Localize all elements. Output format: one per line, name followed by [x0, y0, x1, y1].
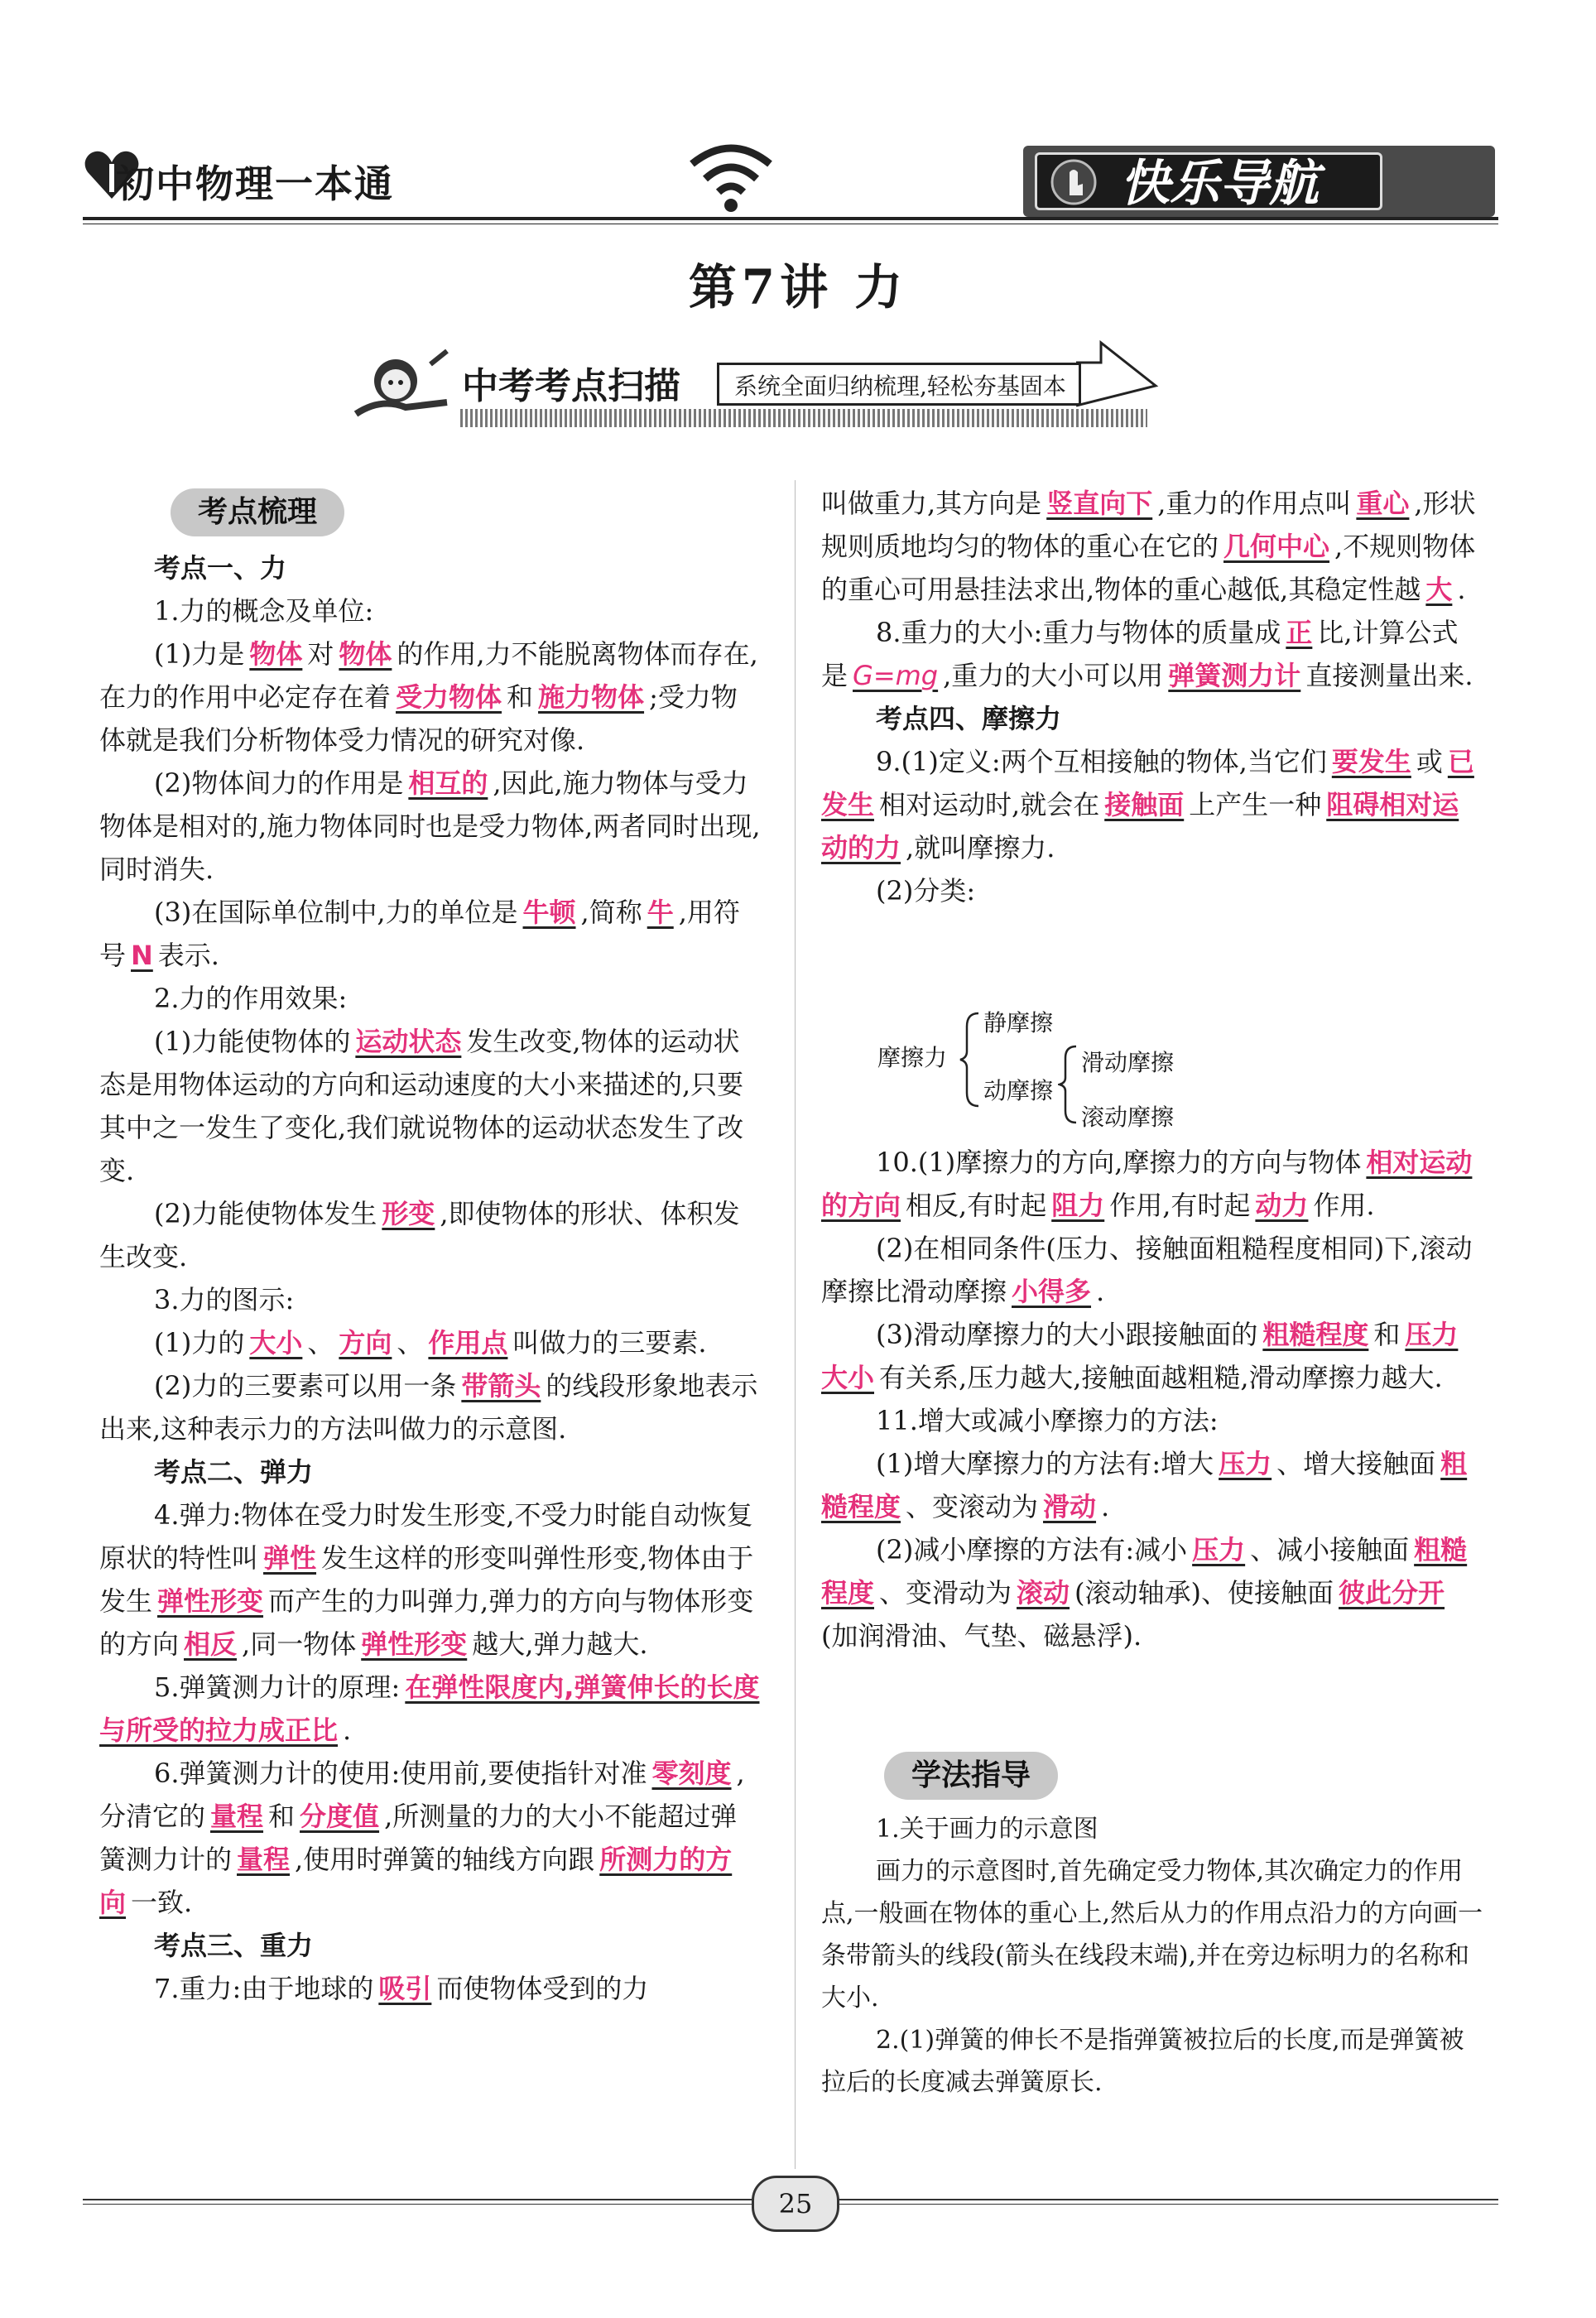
happy-navigation-badge: 快乐导航	[1035, 152, 1382, 210]
item-1-1	[99, 632, 762, 762]
text-run: 5.弹簧测力计的原理:	[154, 1671, 401, 1703]
brace-icon	[959, 1010, 983, 1109]
point-2-heading: 考点二、弹力	[154, 1456, 314, 1488]
answer-blank: 量程	[210, 1801, 264, 1832]
answer-blank: 要发生	[1331, 746, 1411, 777]
answer-blank: 方向	[339, 1327, 392, 1359]
text-run: 、	[397, 1327, 424, 1359]
friction-classification	[877, 1010, 1192, 1134]
column-divider	[795, 480, 796, 2169]
lecture-title: 第7讲 力	[688, 259, 908, 315]
text-run: 上产生一种	[1189, 789, 1322, 820]
text-run: ,即使物体的形状、体积发生改变.	[99, 1198, 740, 1272]
item-10-2	[821, 1227, 1483, 1313]
text-run: (1)增大摩擦力的方法有:增大	[876, 1448, 1214, 1479]
answer-blank: 粗糙程度	[1262, 1319, 1369, 1350]
item-1: 1.力的概念及单位:	[154, 595, 374, 627]
text-run: ,同一物体	[242, 1628, 357, 1660]
right-column-top	[821, 482, 1483, 912]
dotted-bar	[460, 409, 1147, 427]
text-run: 8.重力的大小:重力与物体的质量成	[876, 617, 1281, 648]
text-run: .	[1096, 1276, 1105, 1307]
answer-blank: 弹性形变	[361, 1628, 468, 1660]
answer-blank: 竖直向下	[1046, 488, 1153, 519]
answer-blank: 牛顿	[522, 897, 576, 928]
text-run: 发生改变,物体的运动状态是用物体运动的方向和运动速度的大小来描述的,只要其中之一发生了变化,我们就说物体的运动状态发生了改变.	[99, 1026, 744, 1186]
answer-blank: 压力大小	[821, 1319, 1459, 1393]
text-run: (2)在相同条件(压力、接触面粗糙程度相同)下,滚动摩擦比滑动摩擦	[821, 1233, 1473, 1307]
answer-blank: 阻力	[1051, 1190, 1105, 1221]
answer-blank: 受力物体	[396, 681, 502, 713]
text-run: 或	[1416, 746, 1443, 777]
answer-blank: 施力物体	[538, 681, 645, 713]
text-run: ,所测量的力的大小不能超过弹簧测力计的	[99, 1801, 738, 1875]
text-run: 、	[307, 1327, 334, 1359]
item-4	[99, 1493, 762, 1666]
answer-blank: 运动状态	[355, 1026, 462, 1057]
text-run: (3)滑动摩擦力的大小跟接触面的	[876, 1319, 1258, 1350]
text-run: 7.重力:由于地球的	[154, 1973, 374, 2004]
answer-blank: 相对运动的方向	[821, 1147, 1473, 1221]
answer-blank: 零刻度	[651, 1758, 732, 1789]
answer-blank: 吸引	[378, 1973, 432, 2004]
text-run: 、变滚动为	[906, 1491, 1039, 1522]
answer-blank: 彼此分开	[1339, 1577, 1445, 1609]
item-1-3	[99, 891, 762, 977]
answer-blank: 滑动	[1043, 1491, 1097, 1522]
text-run: 叫做力的三要素.	[512, 1327, 707, 1359]
brace-icon	[1058, 1043, 1079, 1126]
class-slide: 滑动摩擦	[1081, 1049, 1175, 1076]
answer-blank: 粗糙程度	[821, 1534, 1468, 1609]
text-run: 、增大接触面	[1276, 1448, 1436, 1479]
page-number: 25	[752, 2176, 839, 2232]
text-run: 4.弹力:物体在受力时发生形变,不受力时能自动恢复原状的特性叫	[99, 1499, 753, 1574]
section-tag-method: 学法指导	[884, 1752, 1058, 1800]
answer-blank: 物体	[249, 638, 303, 670]
text-run: 表示.	[157, 940, 219, 971]
left-column	[99, 546, 762, 2010]
item-2: 2.力的作用效果:	[154, 983, 348, 1014]
text-run: (2)力能使物体发生	[154, 1198, 377, 1229]
item-1-2	[99, 762, 762, 891]
answer-blank: 牛	[647, 897, 674, 928]
text-run: ;受力物体就是我们分析物体受力情况的研究对像.	[99, 681, 738, 756]
text-run: 一致.	[131, 1887, 193, 1918]
exam-points-heading: 中考考点扫描	[462, 365, 680, 407]
answer-blank: 形变	[382, 1198, 435, 1229]
wifi-icon	[685, 139, 776, 214]
answer-blank: 带箭头	[461, 1370, 541, 1402]
item-7-cont	[821, 482, 1483, 611]
answer-blank: 大小	[249, 1327, 303, 1359]
text-run: 发生这样的形变叫弹性形变,物体由于发生	[99, 1542, 754, 1617]
item-2-2	[99, 1192, 762, 1278]
text-run: (2)物体间力的作用是	[154, 767, 404, 799]
text-run: (1)力的	[154, 1327, 245, 1359]
item-3-1	[99, 1321, 762, 1364]
point-4-heading: 考点四、摩擦力	[876, 703, 1062, 734]
text-run: 和	[1373, 1319, 1401, 1350]
class-static: 静摩擦	[983, 1009, 1054, 1036]
text-run: 9.(1)定义:两个互相接触的物体,当它们	[876, 746, 1327, 777]
text-run: ,简称	[580, 897, 642, 928]
answer-blank: 作用点	[428, 1327, 508, 1359]
text-run: 、减小接触面	[1250, 1534, 1410, 1565]
section-tag-review: 考点梳理	[171, 488, 344, 536]
answer-blank: 大	[1425, 574, 1453, 605]
text-run: (1)力是	[154, 638, 245, 670]
answer-blank: 弹性形变	[157, 1585, 264, 1617]
point-1-heading: 考点一、力	[154, 552, 287, 584]
text-run: 、变滑动为	[879, 1577, 1012, 1609]
text-run: 6.弹簧测力计的使用:使用前,要使指针对准	[154, 1758, 647, 1789]
item-10-3	[821, 1313, 1483, 1399]
brand-title: 初中物理一本通	[116, 161, 394, 206]
arrow-banner-icon	[1076, 339, 1159, 411]
text-run: ,不规则物体的重心可用悬挂法求出,物体的重心越低,其稳定性越	[821, 531, 1476, 605]
text-run: (2)减小摩擦的方法有:减小	[876, 1534, 1188, 1565]
text-run: 作用,有时起	[1109, 1190, 1251, 1221]
method-column	[821, 1808, 1483, 2104]
text-run: 的线段形象地表示出来,这种表示力的方法叫做力的示意图.	[99, 1370, 758, 1445]
text-run: (加润滑油、气垫、磁悬浮).	[821, 1620, 1142, 1652]
text-run: ,因此,施力物体与受力物体是相对的,施力物体同时也是受力物体,两者同时出现,同时消失.	[99, 767, 761, 885]
hand-pointer-icon	[1045, 157, 1103, 207]
text-run: ,重力的作用点叫	[1157, 488, 1352, 519]
text-run: ,用符号	[99, 897, 740, 971]
answer-blank: 相互的	[408, 767, 488, 799]
answer-blank: 重心	[1356, 488, 1410, 519]
class-roll: 滚动摩擦	[1081, 1104, 1175, 1131]
text-run: 10.(1)摩擦力的方向,摩擦力的方向与物体	[876, 1147, 1362, 1178]
text-run: (2)力的三要素可以用一条	[154, 1370, 457, 1402]
answer-blank: 弹性	[263, 1542, 317, 1574]
text-run: ,形状规则质地均匀的物体的重心在它的	[821, 488, 1476, 562]
item-2-1	[99, 1020, 762, 1192]
text-run: 而产生的力叫弹力,弹力的方向与物体形变的方向	[99, 1585, 754, 1660]
item-5	[99, 1666, 762, 1752]
answer-blank: 物体	[339, 638, 392, 670]
answer-blank: 动力	[1255, 1190, 1309, 1221]
text-run: (1)力能使物体的	[154, 1026, 351, 1057]
class-root: 摩擦力	[877, 1044, 948, 1071]
text-run: .	[1457, 574, 1466, 605]
item-10	[821, 1141, 1483, 1227]
exam-points-subtitle: 系统全面归纳梳理,轻松夯基固本	[717, 363, 1081, 406]
text-run: 比,计算公式是	[821, 617, 1459, 691]
item-6	[99, 1752, 762, 1924]
text-run: 相反,有时起	[906, 1190, 1047, 1221]
text-run: 和	[268, 1801, 296, 1832]
item-11: 11.增大或减小摩擦力的方法:	[876, 1405, 1219, 1436]
text-run: ,就叫摩擦力.	[906, 832, 1055, 863]
method-1-body: 画力的示意图时,首先确定受力物体,其次确定力的作用点,一般画在物体的重心上,然后从力的作用点沿力的方向画一条带箭头的线段(箭头在线段末端),并在旁边标明力的名称和大小.	[821, 1857, 1483, 2013]
text-run: 而使物体受到的力	[436, 1973, 649, 2004]
answer-blank: 量程	[237, 1844, 291, 1875]
method-2: 2.(1)弹簧的伸长不是指弹簧被拉后的长度,而是弹簧被拉后的长度减去弹簧原长.	[821, 2026, 1464, 2097]
item-8	[821, 611, 1483, 697]
text-run: ,重力的大小可以用	[943, 660, 1164, 691]
text-run: (滚动轴承)、使接触面	[1074, 1577, 1334, 1609]
answer-blank: 滚动	[1017, 1577, 1070, 1609]
answer-blank: 压力	[1192, 1534, 1246, 1565]
item-11-2	[821, 1528, 1483, 1657]
text-run: .	[1101, 1491, 1110, 1522]
right-column-bottom	[821, 1141, 1483, 1657]
student-mascot-icon	[348, 348, 455, 422]
text-run: 越大,弹力越大.	[472, 1628, 648, 1660]
text-run: 和	[507, 681, 534, 713]
header-rule	[83, 217, 1498, 220]
answer-blank: 接触面	[1104, 789, 1185, 820]
text-run: (3)在国际单位制中,力的单位是	[154, 897, 518, 928]
answer-blank: 在弹性限度内,弹簧伸长的长度与所受的拉力成正比	[99, 1671, 760, 1746]
text-run: 有关系,压力越大,接触面越粗糙,滑动摩擦力越大.	[879, 1362, 1443, 1393]
item-3: 3.力的图示:	[154, 1284, 295, 1315]
answer-blank: 压力	[1219, 1448, 1272, 1479]
answer-blank: 小得多	[1012, 1276, 1092, 1307]
answer-blank: N	[131, 940, 153, 971]
item-9	[821, 740, 1483, 869]
answer-blank: 阻碍相对运动的力	[821, 789, 1459, 863]
item-7-start	[99, 1967, 762, 2010]
answer-blank: 相反	[184, 1628, 238, 1660]
answer-blank: G=mg	[853, 660, 939, 691]
answer-blank: 粗糙程度	[821, 1448, 1468, 1522]
text-run: ,使用时弹簧的轴线方向跟	[295, 1844, 595, 1875]
item-11-1	[821, 1442, 1483, 1528]
answer-blank: 几何中心	[1223, 531, 1330, 562]
text-run: ,分清它的	[99, 1758, 745, 1832]
text-run: 相对运动时,就会在	[879, 789, 1100, 820]
method-1-heading: 1.关于画力的示意图	[876, 1815, 1098, 1844]
answer-blank: 正	[1286, 617, 1313, 648]
answer-blank: 分度值	[300, 1801, 380, 1832]
answer-blank: 弹簧测力计	[1168, 660, 1301, 691]
answer-blank: 已发生	[821, 746, 1474, 820]
text-run: 直接测量出来.	[1305, 660, 1473, 691]
class-dynamic: 动摩擦	[983, 1077, 1054, 1104]
text-run: 作用.	[1313, 1190, 1375, 1221]
text-run: 对	[307, 638, 334, 670]
item-3-2	[99, 1364, 762, 1450]
text-run: 叫做重力,其方向是	[821, 488, 1042, 519]
text-run: 的作用,力不能脱离物体而存在,在力的作用中必定存在着	[99, 638, 758, 713]
item-9-2: (2)分类:	[876, 875, 976, 907]
answer-blank: 所测力的方向	[99, 1844, 733, 1918]
text-run: .	[343, 1714, 352, 1746]
point-3-heading: 考点三、重力	[154, 1930, 314, 1961]
